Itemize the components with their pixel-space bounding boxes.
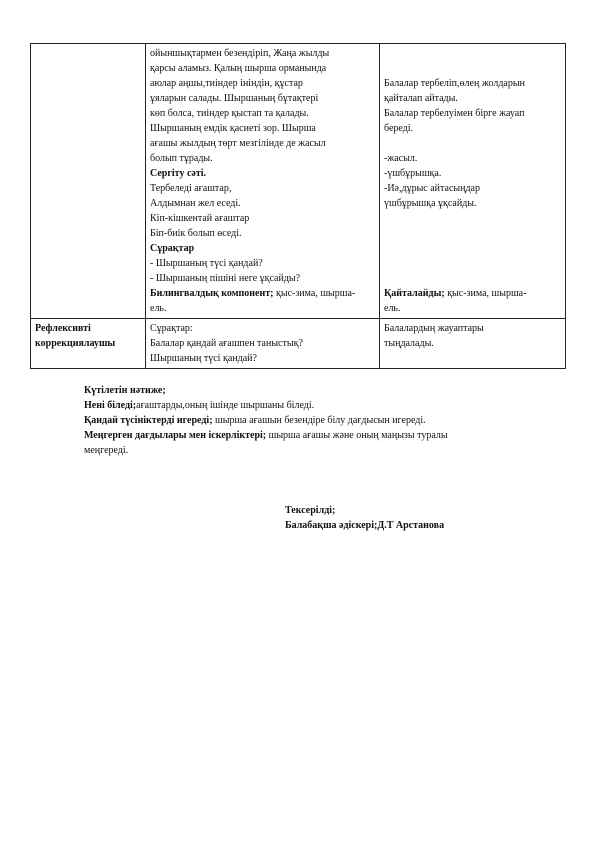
text-line: Балалардың жауаптары (384, 323, 484, 334)
checked-label: Тексерілді; (285, 505, 336, 516)
teacher-activity-cell (146, 319, 380, 369)
stage-label: коррекциялаушы (35, 338, 116, 349)
question-line: - Шыршаның пішіні неге ұқсайды? (150, 273, 301, 284)
question-line: - Шыршаның түсі қандай? (150, 258, 263, 269)
bilingual-line-2: ель. (150, 303, 167, 314)
table-row (31, 44, 566, 319)
answer-line: -Иә,дұрыс айтасыңдар (384, 183, 480, 194)
text-line: Шыршаның түсі қандай? (150, 353, 257, 364)
spacer (384, 61, 561, 76)
text-line: қарсы аламыз. Қалың шырша орманында (150, 63, 327, 74)
poem-line: Біп-биік болып өседі. (150, 228, 242, 239)
repeat-line (384, 286, 561, 301)
children-activity-cell (380, 44, 566, 319)
poem-line: Тербеледі ағаштар, (150, 183, 232, 194)
text-line: аюлар аңшы,тиіндер ініндін, құстар (150, 78, 303, 89)
result-skills (84, 428, 448, 443)
result-value: ағаштарды,оның ішінде шыршаны біледі. (136, 400, 315, 411)
stage-cell (31, 319, 146, 369)
section-heading: Сұрақтар (150, 243, 195, 254)
spacer (384, 271, 561, 286)
repeat-value: қыс-зима, шырша- (444, 288, 527, 299)
text-line: ойыншықтармен безендіріп, Жаңа жылды (150, 48, 330, 59)
table-row (31, 319, 566, 369)
result-label: Қандай түсініктерді игереді; (84, 415, 213, 426)
text-line: Шыршаның емдік қасиеті зор. Шырша (150, 123, 316, 134)
text-line: тыңдалады. (384, 338, 434, 349)
spacer (384, 46, 561, 61)
text-line: ағашы жылдың төрт мезгілінде де жасыл (150, 138, 326, 149)
results-heading: Күтілетін нәтиже; (84, 385, 166, 396)
expected-results (84, 383, 448, 458)
result-understand (84, 413, 448, 428)
answer-line: -жасыл. (384, 153, 418, 164)
result-value: шырша ағашын безендіре білу дағдысын игереді. (212, 415, 426, 426)
result-label: Меңгерген дағдылары мен іскерліктері; (84, 430, 267, 441)
spacer (384, 136, 561, 151)
lesson-plan-table (30, 43, 566, 369)
spacer (384, 256, 561, 271)
text-line: Балалар тербеліп,өлең жолдарын (384, 78, 525, 89)
section-heading: Сергіту сәті. (150, 168, 207, 179)
bilingual-value: қыс-зима, шырша- (273, 288, 356, 299)
stage-label: Рефлексивті (35, 323, 91, 334)
result-skills-2: меңгереді. (84, 445, 129, 456)
text-line: Сұрақтар: (150, 323, 193, 334)
poem-line: Алдымнан жел еседі. (150, 198, 241, 209)
answer-line: -үшбұрышқа. (384, 168, 442, 179)
repeat-line-2: ель. (384, 303, 401, 314)
result-label: Нені біледі; (84, 400, 137, 411)
spacer (384, 241, 561, 256)
result-know (84, 398, 448, 413)
signature-block (285, 503, 444, 533)
methodist-name: Балабақша әдіскері;Д.Т Арстанова (285, 520, 445, 531)
text-line: Балалар тербелуімен бірге жауап (384, 108, 525, 119)
bilingual-line (150, 286, 375, 301)
spacer (384, 226, 561, 241)
teacher-activity-cell (146, 44, 380, 319)
spacer (384, 211, 561, 226)
stage-cell (31, 44, 146, 319)
bilingual-label: Билингвалдық компонент; (150, 288, 274, 299)
result-value: шырша ағашы және оның маңызы туралы (266, 430, 448, 441)
repeat-label: Қайталайды; (384, 288, 445, 299)
text-line: болып тұрады. (150, 153, 213, 164)
children-activity-cell (380, 319, 566, 369)
text-line: көп болса, тиіндер қыстап та қалады. (150, 108, 309, 119)
text-line: береді. (384, 123, 414, 134)
text-line: ұяларын салады. Шыршаның бұтақтері (150, 93, 319, 104)
text-line: қайталап айтады. (384, 93, 458, 104)
text-line: Балалар қандай ағашпен таныстық? (150, 338, 303, 349)
answer-line: үшбұрышқа ұқсайды. (384, 198, 477, 209)
poem-line: Кіп-кішкентай ағаштар (150, 213, 250, 224)
